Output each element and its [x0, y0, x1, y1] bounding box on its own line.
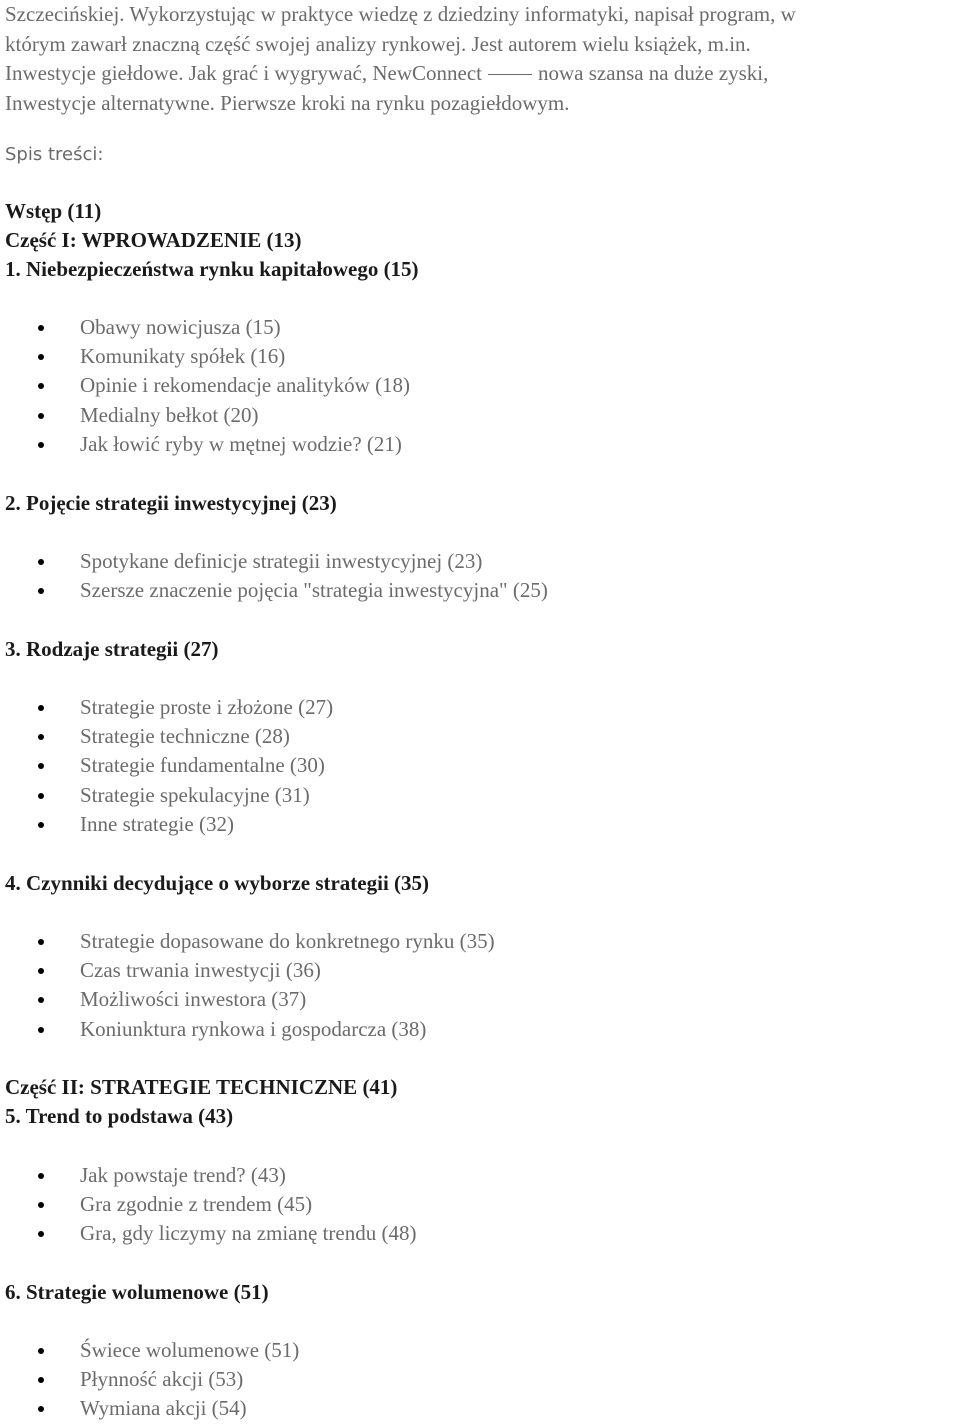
toc-heading: 4. Czynniki decydujące o wyborze strategii (35)	[5, 871, 430, 895]
toc-subitem-label: Strategie fundamentalne (30)	[80, 753, 325, 778]
em-dash	[488, 74, 532, 75]
toc-subitem-list	[0, 1336, 299, 1424]
bullet-icon	[38, 442, 44, 448]
bullet-icon	[38, 939, 44, 945]
toc-subitem	[0, 371, 410, 400]
toc-subitem	[0, 693, 333, 722]
toc-heading: 2. Pojęcie strategii inwestycyjnej (23)	[5, 491, 337, 515]
toc-subitem-list	[0, 313, 410, 459]
toc-label: Spis treści:	[5, 144, 104, 165]
toc-subitem	[0, 547, 548, 576]
intro-line-part: nowa szansa na duże zyski,	[538, 61, 769, 85]
toc-subitem-label: Koniunktura rynkowa i gospodarcza (38)	[80, 1016, 427, 1041]
toc-heading: 1. Niebezpieczeństwa rynku kapitałowego (15)	[5, 257, 419, 281]
toc-subitem-label: Jak powstaje trend? (43)	[80, 1163, 286, 1187]
toc-subitem	[0, 781, 333, 810]
toc-subitem-label: Spotykane definicje strategii inwestycyjnej (23)	[80, 549, 483, 573]
bullet-icon	[38, 997, 44, 1003]
bullet-icon	[38, 354, 44, 360]
toc-subitem	[0, 313, 410, 342]
bullet-icon	[38, 705, 44, 711]
toc-subitem-list	[0, 693, 333, 839]
toc-heading: Wstęp (11)	[5, 199, 102, 223]
toc-subitem-label: Strategie dopasowane do konkretnego rynku (35)	[80, 929, 495, 953]
toc-subitem	[0, 1015, 495, 1044]
toc-subitem-label: Gra, gdy liczymy na zmianę trendu (48)	[80, 1221, 417, 1246]
intro-line: Szczecińskiej. Wykorzystując w praktyce wiedzę z dziedziny informatyki, napisał program, w	[5, 2, 796, 26]
toc-subitem-label: Opinie i rekomendacje analityków (18)	[80, 373, 411, 398]
toc-heading: Część II: STRATEGIE TECHNICZNE (41)	[5, 1075, 398, 1099]
bullet-icon	[38, 1202, 44, 1208]
toc-subitem	[0, 1161, 416, 1190]
toc-subitem-list	[0, 927, 495, 1044]
toc-subitem	[0, 810, 333, 839]
toc-heading: 3. Rodzaje strategii (27)	[5, 637, 219, 661]
toc-subitem-label: Strategie spekulacyjne (31)	[80, 782, 310, 807]
toc-subitem	[0, 1190, 416, 1219]
toc-subitem	[0, 1219, 416, 1248]
toc-heading: 5. Trend to podstawa (43)	[5, 1104, 234, 1128]
toc-subitem-label: Czas trwania inwestycji (36)	[80, 958, 321, 983]
bullet-icon	[38, 763, 44, 769]
toc-subitem-label: Możliwości inwestora (37)	[80, 987, 307, 1012]
toc-subitem	[0, 1365, 299, 1394]
intro-line: Inwestycje alternatywne. Pierwsze kroki na rynku pozagiełdowym.	[5, 90, 570, 115]
bullet-icon	[38, 1377, 44, 1383]
toc-subitem	[0, 927, 495, 956]
toc-subitem-list	[0, 547, 548, 605]
bullet-icon	[38, 968, 44, 974]
toc-subitem	[0, 401, 410, 430]
intro-line: którym zawarł znaczną część swojej analizy rynkowej. Jest autorem wielu książek, m.in.	[5, 31, 751, 56]
bullet-icon	[38, 559, 44, 565]
bullet-icon	[38, 734, 44, 740]
intro-line-part: Inwestycje giełdowe. Jak grać i wygrywać, NewConnect	[5, 61, 483, 85]
toc-subitem-label: Strategie proste i złożone (27)	[80, 695, 334, 719]
toc-subitem-label: Świece wolumenowe (51)	[80, 1338, 300, 1362]
toc-subitem	[0, 1336, 299, 1365]
toc-subitem-label: Strategie techniczne (28)	[80, 724, 290, 749]
intro-paragraph	[5, 0, 955, 118]
toc-heading: Część I: WPROWADZENIE (13)	[5, 228, 302, 252]
toc-subitem	[0, 956, 495, 985]
bullet-icon	[38, 1173, 44, 1179]
toc-subitem	[0, 751, 333, 780]
toc-subitem-label: Medialny bełkot (20)	[80, 402, 259, 427]
bullet-icon	[38, 793, 44, 799]
bullet-icon	[38, 325, 44, 331]
toc-subitem-label: Jak łowić ryby w mętnej wodzie? (21)	[80, 431, 402, 456]
toc-subitem	[0, 430, 410, 459]
toc-subitem-label: Obawy nowicjusza (15)	[80, 315, 281, 339]
toc-subitem-list	[0, 1161, 416, 1249]
toc-subitem-label: Gra zgodnie z trendem (45)	[80, 1192, 313, 1217]
bullet-icon	[38, 1406, 44, 1412]
intro-line	[5, 59, 955, 89]
toc-heading: 6. Strategie wolumenowe (51)	[5, 1280, 269, 1304]
toc-subitem	[0, 576, 548, 605]
toc-subitem-label: Inne strategie (32)	[80, 811, 234, 836]
toc-subitem-label: Wymiana akcji (54)	[80, 1396, 247, 1421]
bullet-icon	[38, 383, 44, 389]
bullet-icon	[38, 1231, 44, 1237]
bullet-icon	[38, 1027, 44, 1033]
toc-subitem-label: Szersze znaczenie pojęcia "strategia inwestycyjna" (25)	[80, 578, 548, 603]
bullet-icon	[38, 822, 44, 828]
bullet-icon	[38, 588, 44, 594]
toc-subitem	[0, 342, 410, 371]
toc-subitem	[0, 722, 333, 751]
bullet-icon	[38, 413, 44, 419]
toc-subitem	[0, 985, 495, 1014]
toc-subitem-label: Komunikaty spółek (16)	[80, 344, 286, 369]
toc-subitem	[0, 1394, 299, 1423]
toc-subitem-label: Płynność akcji (53)	[80, 1367, 244, 1392]
bullet-icon	[38, 1348, 44, 1354]
